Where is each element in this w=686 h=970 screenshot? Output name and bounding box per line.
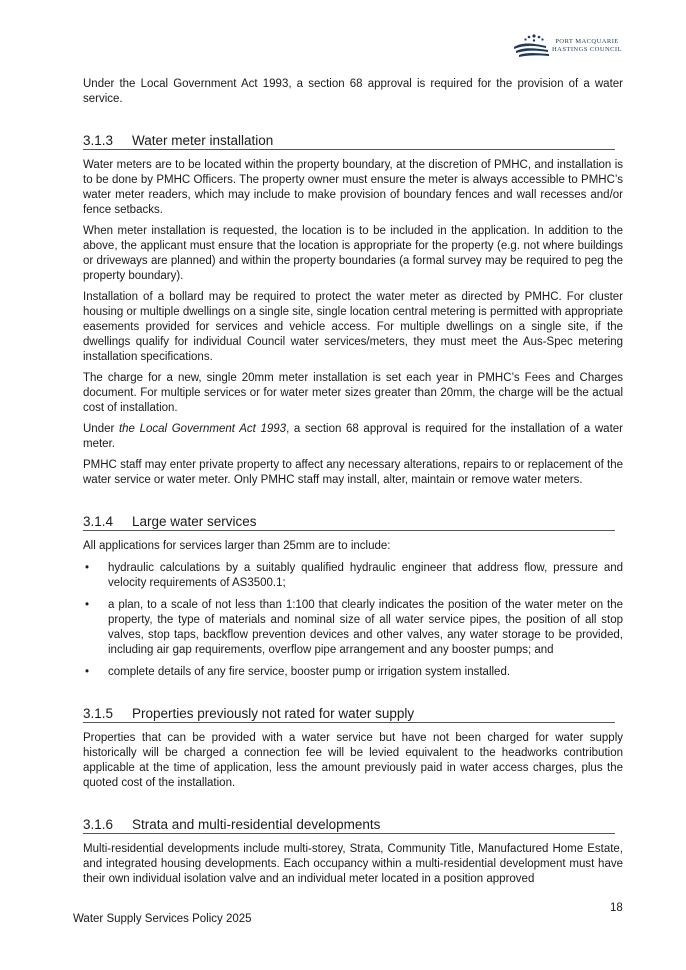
section-title: Water meter installation <box>132 133 274 148</box>
act-text-before: Under <box>83 423 119 435</box>
body-paragraph: Water meters are to be located within the property boundary, at the discretion of PMHC, and installation is to be done by PMHC Officers. The property owner must ensure the meter is always accessible to PMHC’s water meter readers, which may include to make provision of boundary fences and wall recesses and/or fence setbacks. <box>83 159 623 216</box>
logo-text <box>552 38 622 54</box>
list-item <box>83 561 623 591</box>
logo-line-1: PORT MACQUARIE <box>555 38 619 45</box>
list-item-text: a plan, to a scale of not less than 1:100 that clearly indicates the position of the water meter on the property, the type of materials and nominal size of all water service pipes, the position of all stop valves, stop taps, backflow prevention devices and other valves, any water storage to be provided, including air gap requirements, overflow pipe arrangement and any booster pumps; and <box>108 599 623 656</box>
list-item <box>83 598 623 658</box>
council-logo <box>512 32 632 58</box>
act-title-italic: the Local Government Act 1993 <box>118 423 287 435</box>
logo-emblem-icon <box>512 32 552 58</box>
page-content <box>83 77 623 887</box>
section-title: Large water services <box>132 514 257 529</box>
bullet-icon: • <box>85 666 90 678</box>
bullet-icon: • <box>85 562 90 574</box>
section-number: 3.1.4 <box>83 514 114 529</box>
section-heading-3-1-4 <box>83 514 615 531</box>
list-item-text: complete details of any fire service, booster pump or irrigation system installed. <box>108 666 511 678</box>
body-paragraph: Properties that can be provided with a water service but have not been charged for water supply historically will be charged a connection fee will be levied equivalent to the headworks contribution applicable at the time of application, less the amount previously paid in water access charges, plus the quoted cost of the installation. <box>83 732 623 789</box>
body-paragraph: PMHC staff may enter private property to affect any necessary alterations, repairs to or replacement of the water service or water meter. Only PMHC staff may install, alter, maintain or remove water meters. <box>83 459 623 486</box>
document-footer: Water Supply Services Policy 2025 <box>73 913 252 925</box>
bullet-list <box>83 561 623 680</box>
body-paragraph: When meter installation is requested, the location is to be included in the application. In addition to the above, the applicant must ensure that the location is appropriate for the property (e.g. not where buildings or driveways are planned) and within the property boundaries (a formal survey may be required to peg the property boundary). <box>83 225 623 282</box>
list-item-text: hydraulic calculations by a suitably qualified hydraulic engineer that address flow, pressure and velocity requirements of AS3500.1; <box>108 562 623 589</box>
body-paragraph: Multi-residential developments include multi-storey, Strata, Community Title, Manufactured Home Estate, and integrated housing developments. Each occupancy within a multi-residential development must have their own individual isolation valve and an individual meter located in a position approved <box>83 843 623 885</box>
act-paragraph <box>83 422 623 452</box>
section-title: Strata and multi-residential developments <box>132 817 381 832</box>
body-paragraph: Installation of a bollard may be required to protect the water meter as directed by PMHC. For cluster housing or multiple dwellings on a single site, single location central metering is permitted with appropriate easements provided for services and vehicle access. For multiple dwellings on a single site, if the dwellings qualify for individual Council water services/meters, they must meet the Aus-Spec metering installation specifications. <box>83 291 623 363</box>
bullet-icon: • <box>85 599 90 611</box>
section-intro: All applications for services larger than 25mm are to include: <box>83 540 391 552</box>
section-number: 3.1.3 <box>83 133 114 148</box>
body-paragraph: The charge for a new, single 20mm meter installation is set each year in PMHC’s Fees and Charges document. For multiple services or for water meter sizes greater than 20mm, the charge will be the actual cost of installation. <box>83 372 623 414</box>
section-title: Properties previously not rated for water supply <box>132 706 415 721</box>
section-number: 3.1.6 <box>83 817 114 832</box>
section-heading-3-1-3 <box>83 133 615 150</box>
act-text-after: , a section 68 approval is required for the installation of a water meter. <box>83 423 624 450</box>
intro-paragraph: Under the Local Government Act 1993, a section 68 approval is required for the provision of a water service. <box>83 78 623 105</box>
section-heading-3-1-6 <box>83 817 615 834</box>
list-item <box>83 665 623 680</box>
section-heading-3-1-5 <box>83 706 615 723</box>
section-number: 3.1.5 <box>83 706 114 721</box>
page-number: 18 <box>610 902 623 914</box>
logo-line-2: HASTINGS COUNCIL <box>552 46 622 53</box>
